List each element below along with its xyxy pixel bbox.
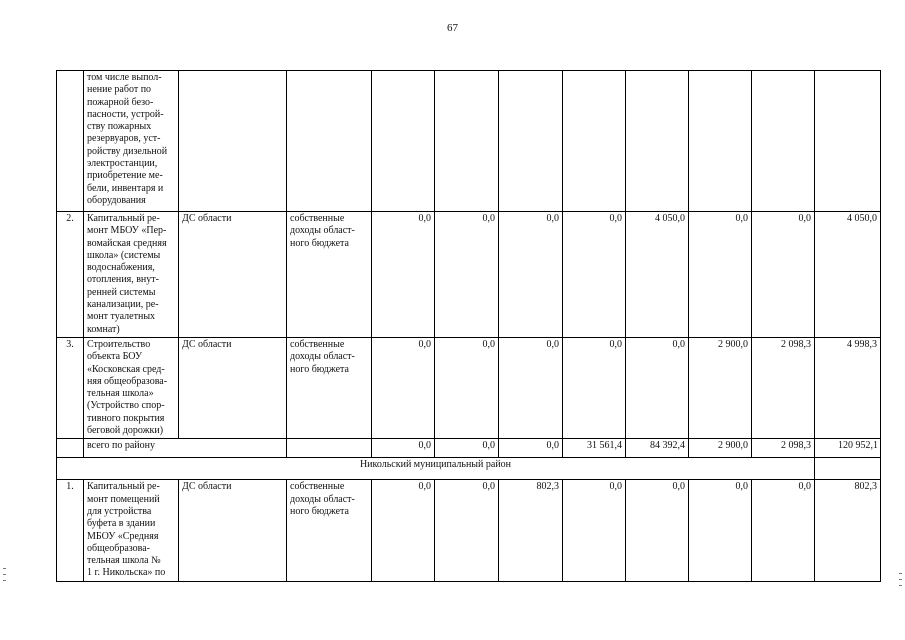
value-cell: 0,0 xyxy=(752,212,815,338)
value-cell: 0,0 xyxy=(435,337,499,438)
row-number xyxy=(57,71,84,212)
value-cell: 0,0 xyxy=(372,212,435,338)
value-cell: 84 392,4 xyxy=(626,439,689,458)
object-description: том числе выпол- нение работ по пожарной безо- пасности, устрой- ству пожарных резервуаров, уст- ройству дизельной электростанции, приобретение ме- бели, инвентаря и оборудования xyxy=(84,71,179,212)
funding-source: собственные доходы област- ного бюджета xyxy=(287,480,372,581)
value-cell: 2 098,3 xyxy=(752,439,815,458)
value-cell: 2 900,0 xyxy=(689,439,752,458)
value-cell: 0,0 xyxy=(563,337,626,438)
district-total-label: всего по району xyxy=(84,439,287,458)
value-cell: 4 050,0 xyxy=(626,212,689,338)
value-cell: 0,0 xyxy=(435,439,499,458)
scan-edge-mark xyxy=(3,580,6,581)
total-value-cell: 802,3 xyxy=(815,480,881,581)
total-value-cell: 4 998,3 xyxy=(815,337,881,438)
object-description: Капитальный ре- монт МБОУ «Пер- вомайская средняя школа» (системы водоснабжения, отопления, внут- ренней системы канализации, ре- монт туалетных комнат) xyxy=(84,212,179,338)
value-cell: 31 561,4 xyxy=(563,439,626,458)
row-number: 3. xyxy=(57,337,84,438)
program-name: ДС области xyxy=(179,480,287,581)
scan-edge-mark xyxy=(899,579,902,580)
total-value-cell: 120 952,1 xyxy=(815,439,881,458)
object-description: Капитальный ре- монт помещений для устройства буфета в здании МБОУ «Средняя общеобразова- тельная школа № 1 г. Никольска» по xyxy=(84,480,179,581)
funding-source: собственные доходы област- ного бюджета xyxy=(287,212,372,338)
section-title: Никольский муниципальный район xyxy=(57,458,815,480)
value-cell: 0,0 xyxy=(372,439,435,458)
scan-edge-mark xyxy=(3,568,6,569)
section-header-row xyxy=(57,458,891,480)
value-cell: 0,0 xyxy=(752,480,815,581)
value-cell: 0,0 xyxy=(499,337,563,438)
value-cell: 0,0 xyxy=(689,480,752,581)
scan-edge-mark xyxy=(899,573,902,574)
program-name: ДС области xyxy=(179,212,287,338)
scan-edge-mark xyxy=(899,585,902,586)
program-name: ДС области xyxy=(179,337,287,438)
funding-table xyxy=(56,70,891,582)
district-total-row xyxy=(57,439,891,458)
value-cell: 0,0 xyxy=(372,480,435,581)
value-cell: 2 098,3 xyxy=(752,337,815,438)
value-cell: 0,0 xyxy=(435,212,499,338)
value-cell: 0,0 xyxy=(563,212,626,338)
table-row xyxy=(57,212,891,338)
table-row xyxy=(57,480,891,581)
row-number: 1. xyxy=(57,480,84,581)
object-description: Строительство объекта БОУ «Косковская сред- няя общеобразова- тельная школа» (Устройство спор- тивного покрытия беговой дорожки) xyxy=(84,337,179,438)
value-cell: 0,0 xyxy=(372,337,435,438)
page-number: 67 xyxy=(447,22,458,34)
table-row-continuation xyxy=(57,71,891,212)
row-number: 2. xyxy=(57,212,84,338)
funding-source: собственные доходы област- ного бюджета xyxy=(287,337,372,438)
table-row xyxy=(57,337,891,438)
value-cell: 0,0 xyxy=(499,212,563,338)
value-cell: 802,3 xyxy=(499,480,563,581)
scan-edge-mark xyxy=(3,574,6,575)
value-cell: 0,0 xyxy=(435,480,499,581)
value-cell: 0,0 xyxy=(626,337,689,438)
value-cell: 0,0 xyxy=(499,439,563,458)
value-cell: 0,0 xyxy=(563,480,626,581)
value-cell: 0,0 xyxy=(626,480,689,581)
value-cell: 0,0 xyxy=(689,212,752,338)
value-cell: 2 900,0 xyxy=(689,337,752,438)
total-value-cell: 4 050,0 xyxy=(815,212,881,338)
